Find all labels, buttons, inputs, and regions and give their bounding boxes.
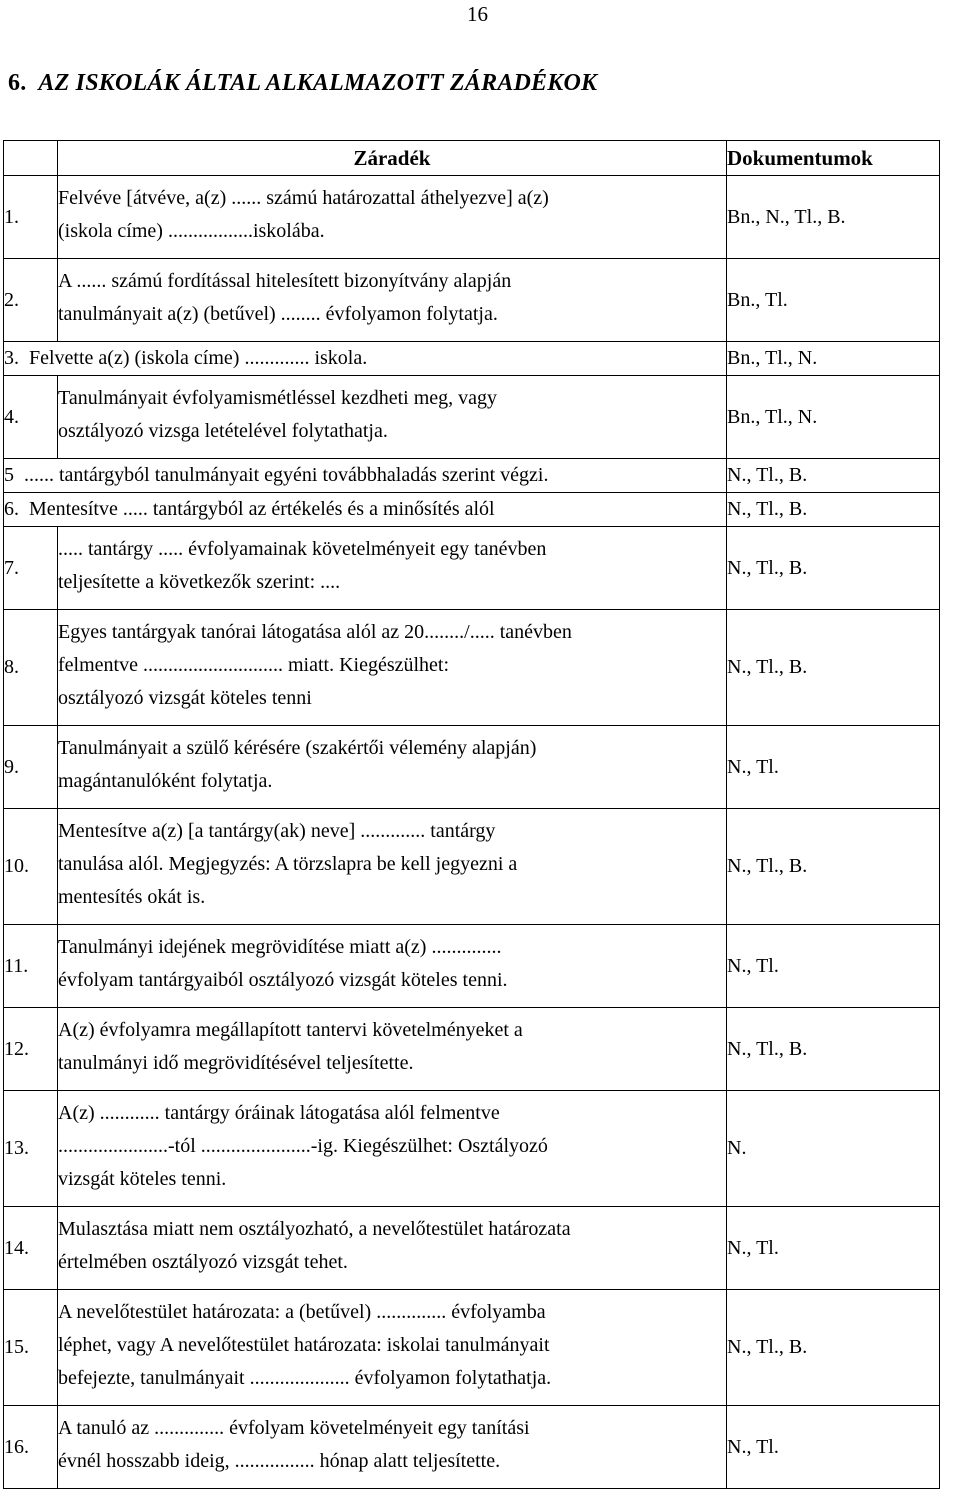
clause-line: Tanulmányi idejének megrövidítése miatt a(z) .............. <box>58 936 502 958</box>
clause-line: vizsgát köteles tenni. <box>58 1168 227 1190</box>
clause-line: tanulmányait a(z) (betűvel) ........ évfolyamon folytatja. <box>58 303 498 325</box>
row-number: 1. <box>4 176 58 259</box>
clause-cell <box>58 259 727 342</box>
documents-cell: N., Tl., B. <box>727 1008 940 1091</box>
clause-line: Mulasztása miatt nem osztályozható, a nevelőtestület határozata <box>58 1218 571 1240</box>
table-row <box>4 925 940 1008</box>
table-row <box>4 610 940 726</box>
clause-line: évnél hosszabb ideig, ................ hónap alatt teljesítette. <box>58 1450 501 1472</box>
table-row <box>4 809 940 925</box>
clause-line: Tanulmányait a szülő kérésére (szakértői vélemény alapján) <box>58 737 537 759</box>
clause-line: (iskola címe) .................iskolába. <box>58 220 325 242</box>
clause-line: ......................-tól ......................-ig. Kiegészülhet: Osztályozó <box>58 1135 548 1157</box>
clause-line: Egyes tantárgyak tanórai látogatása alól az 20......../..... tanévben <box>58 621 572 643</box>
table-row <box>4 1207 940 1290</box>
clause-line: osztályozó vizsgát köteles tenni <box>58 687 312 709</box>
row-number: 15. <box>4 1290 58 1406</box>
clause-cell <box>58 1091 727 1207</box>
clause-text: Felvette a(z) (iskola címe) ............. iskola. <box>29 347 368 369</box>
documents-cell: N., Tl. <box>727 1406 940 1489</box>
table-row <box>4 493 940 527</box>
header-number-cell <box>4 141 58 176</box>
row-number: 8. <box>4 610 58 726</box>
clause-line: teljesítette a következők szerint: .... <box>58 571 341 593</box>
clause-cell <box>58 1406 727 1489</box>
clause-cell <box>58 925 727 1008</box>
header-documents: Dokumentumok <box>727 141 940 176</box>
documents-cell: N., Tl. <box>727 726 940 809</box>
table-body <box>4 176 940 1489</box>
clause-line: magántanulóként folytatja. <box>58 770 273 792</box>
row-number: 11. <box>4 925 58 1008</box>
clause-line: A(z) ............ tantárgy óráinak látogatása alól felmentve <box>58 1102 500 1124</box>
table-row <box>4 1008 940 1091</box>
clause-line: A tanuló az .............. évfolyam követelményeit egy tanítási <box>58 1417 530 1439</box>
table-row <box>4 527 940 610</box>
clause-text: Mentesítve ..... tantárgyból az értékelés és a minősítés alól <box>29 498 495 520</box>
clause-line: A(z) évfolyamra megállapított tantervi követelményeket a <box>58 1019 523 1041</box>
table-row <box>4 1406 940 1489</box>
table-row <box>4 376 940 459</box>
clause-cell <box>58 527 727 610</box>
row-number: 14. <box>4 1207 58 1290</box>
documents-cell: N., Tl. <box>727 925 940 1008</box>
table-row <box>4 176 940 259</box>
clause-line: Tanulmányait évfolyamismétléssel kezdheti meg, vagy <box>58 387 498 409</box>
row-number: 12. <box>4 1008 58 1091</box>
clause-line: léphet, vagy A nevelőtestület határozata: iskolai tanulmányait <box>58 1334 550 1356</box>
row-number: 16. <box>4 1406 58 1489</box>
clause-cell <box>58 1008 727 1091</box>
row-number: 3. <box>4 347 19 369</box>
table-row <box>4 726 940 809</box>
row-number: 5 <box>4 464 14 486</box>
clause-line: A nevelőtestület határozata: a (betűvel) .............. évfolyamba <box>58 1301 546 1323</box>
documents-cell: N., Tl., B. <box>727 459 940 493</box>
clause-line: évfolyam tantárgyaiból osztályozó vizsgát köteles tenni. <box>58 969 508 991</box>
row-number: 2. <box>4 259 58 342</box>
documents-cell: N. <box>727 1091 940 1207</box>
table-row <box>4 459 940 493</box>
clause-cell <box>58 176 727 259</box>
clause-cell <box>58 726 727 809</box>
table-row <box>4 342 940 376</box>
table-row <box>4 1091 940 1207</box>
clause-cell <box>58 610 727 726</box>
documents-cell: N., Tl., B. <box>727 493 940 527</box>
clause-cell <box>58 809 727 925</box>
row-number: 4. <box>4 376 58 459</box>
table-row <box>4 259 940 342</box>
clause-line: osztályozó vizsga letételével folytathatja. <box>58 420 388 442</box>
clause-cell <box>58 1207 727 1290</box>
page-number: 16 <box>467 2 488 26</box>
clause-cell <box>4 342 727 376</box>
clauses-table <box>3 140 940 1489</box>
documents-cell: N., Tl., B. <box>727 809 940 925</box>
row-number: 10. <box>4 809 58 925</box>
clause-line: értelmében osztályozó vizsgát tehet. <box>58 1251 348 1273</box>
row-number: 7. <box>4 527 58 610</box>
clause-text: ...... tantárgyból tanulmányait egyéni továbbhaladás szerint végzi. <box>24 464 549 486</box>
clause-line: A ...... számú fordítással hitelesített bizonyítvány alapján <box>58 270 512 292</box>
clause-line: tanulmányi idő megrövidítésével teljesítette. <box>58 1052 414 1074</box>
section-title-text: AZ ISKOLÁK ÁLTAL ALKALMAZOTT ZÁRADÉKOK <box>38 70 598 96</box>
clause-cell <box>4 459 727 493</box>
documents-cell: N., Tl., B. <box>727 1290 940 1406</box>
table-header-row <box>4 141 940 176</box>
documents-cell: Bn., Tl., N. <box>727 376 940 459</box>
documents-cell: N., Tl., B. <box>727 610 940 726</box>
table-row <box>4 1290 940 1406</box>
section-title <box>8 70 597 97</box>
section-number: 6. <box>8 70 27 96</box>
clause-cell <box>58 1290 727 1406</box>
header-clause: Záradék <box>58 141 727 176</box>
row-number: 9. <box>4 726 58 809</box>
row-number: 6. <box>4 498 19 520</box>
documents-cell: Bn., Tl., N. <box>727 342 940 376</box>
clause-cell <box>4 493 727 527</box>
clause-line: Mentesítve a(z) [a tantárgy(ak) neve] ............. tantárgy <box>58 820 496 842</box>
documents-cell: N., Tl. <box>727 1207 940 1290</box>
clause-line: felmentve ............................ miatt. Kiegészülhet: <box>58 654 450 676</box>
documents-cell: Bn., Tl. <box>727 259 940 342</box>
documents-cell: Bn., N., Tl., B. <box>727 176 940 259</box>
clause-cell <box>58 376 727 459</box>
clause-line: befejezte, tanulmányait .................... évfolyamon folytathatja. <box>58 1367 552 1389</box>
clause-line: ..... tantárgy ..... évfolyamainak követelményeit egy tanévben <box>58 538 547 560</box>
clause-line: Felvéve [átvéve, a(z) ...... számú határozattal áthelyezve] a(z) <box>58 187 549 209</box>
documents-cell: N., Tl., B. <box>727 527 940 610</box>
clause-line: tanulása alól. Megjegyzés: A törzslapra be kell jegyezni a <box>58 853 518 875</box>
clause-line: mentesítés okát is. <box>58 886 206 908</box>
row-number: 13. <box>4 1091 58 1207</box>
